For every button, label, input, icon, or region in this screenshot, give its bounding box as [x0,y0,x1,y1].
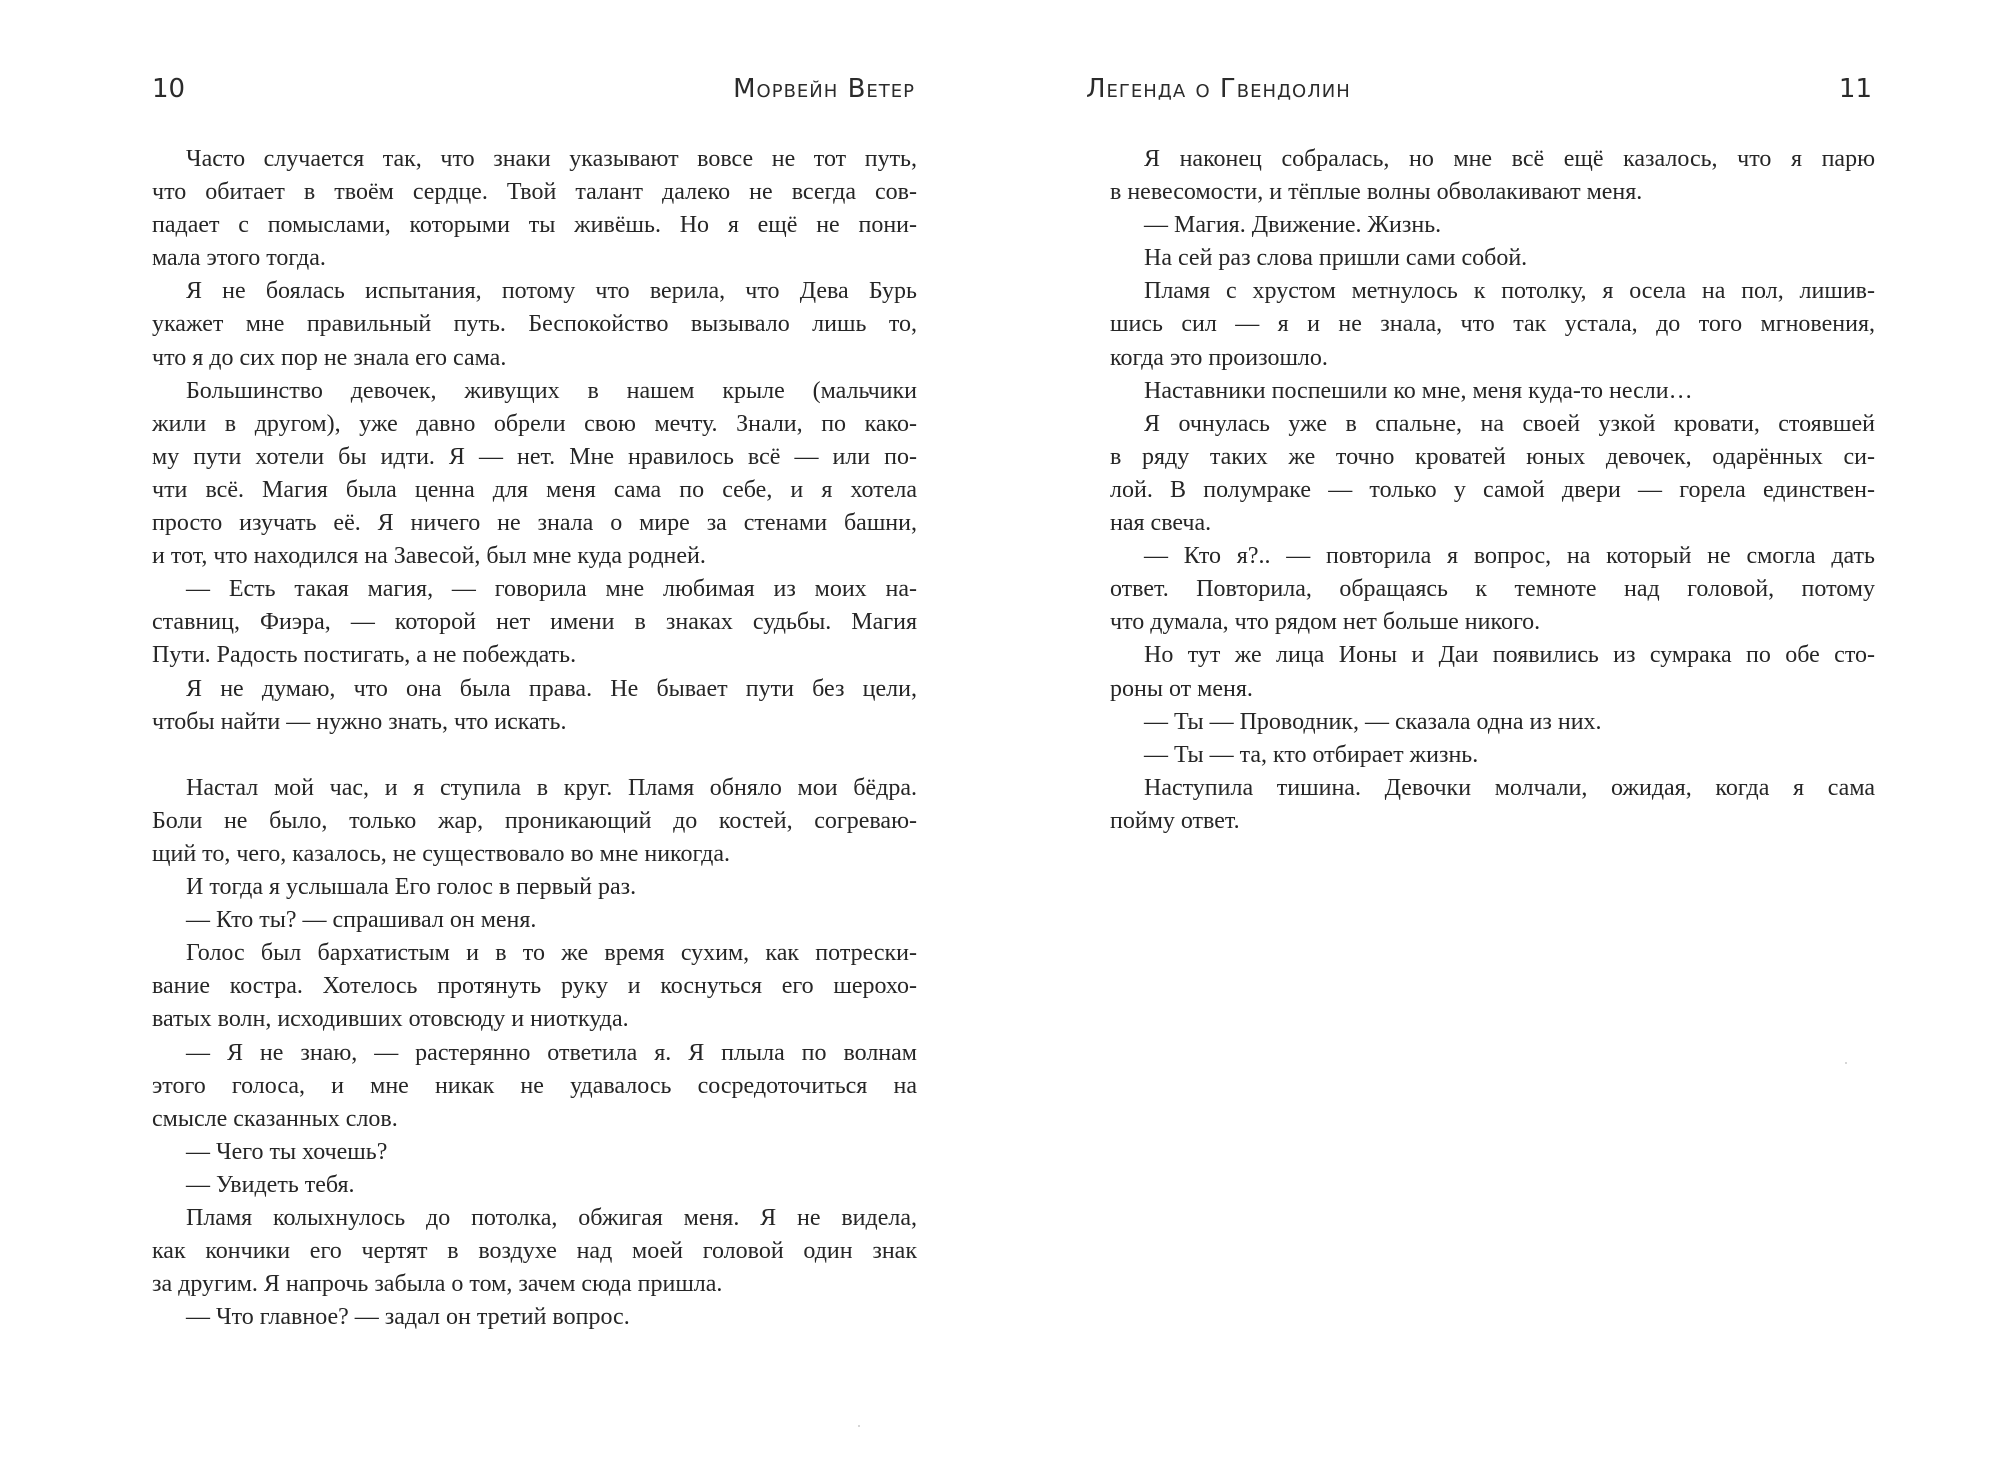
text-line: Большинство девочек, живущих в нашем крыле (мальчики [186,377,917,404]
text-line: щий то, чего, казалось, не существовало во мне никогда. [152,840,730,867]
text-line: — Кто ты? — спрашивал он меня. [186,907,537,934]
text-line: — Есть такая магия, — говорила мне любимая из моих на- [186,576,917,603]
text-line: и тот, что находился на Завесой, был мне куда родней. [152,543,706,570]
section-break [152,739,917,772]
left-running-head: Морвейн Ветер [733,74,915,104]
text-line: му пути хотели бы идти. Я — нет. Мне нравилось всё — или по- [152,443,917,470]
text-line: что думала, что рядом нет больше никого. [1110,609,1541,636]
text-line: что обитает в твоём сердце. Твой талант далеко не всегда сов- [152,179,917,206]
right-page [1000,0,2000,1460]
text-line: На сей раз слова пришли сами собой. [1144,245,1528,272]
text-line: ответ. Повторила, обращаясь к темноте над головой, потому [1110,576,1875,603]
text-line: просто изучать её. Я ничего не знала о мире за стенами башни, [152,510,917,537]
text-line: — Магия. Движение. Жизнь. [1144,212,1442,239]
text-line: вание костра. Хотелось протянуть руку и коснуться его шерохо- [152,973,917,1000]
text-line: в невесомости, и тёплые волны обволакивают меня. [1110,179,1643,206]
text-line: Я не боялась испытания, потому что верила, что Дева Бурь [186,278,917,305]
text-line: Я не думаю, что она была права. Не бывает пути без цели, [186,675,917,702]
text-line: Настал мой час, и я ступила в круг. Пламя обняло мои бёдра. [186,774,917,801]
text-line: лой. В полумраке — только у самой двери — горела единствен- [1110,476,1875,503]
text-line: падает с помыслами, которыми ты живёшь. Но я ещё не пони- [152,212,917,239]
text-line: смысле сказанных слов. [152,1105,398,1132]
text-line: за другим. Я напрочь забыла о том, зачем сюда пришла. [152,1271,723,1298]
text-line: чтобы найти — нужно знать, что искать. [152,708,567,735]
left-body-text [152,143,917,1334]
scan-speck [858,1425,860,1427]
text-line: Наступила тишина. Девочки молчали, ожидая, когда я сама [1144,774,1875,801]
text-line: — Ты — та, кто отбирает жизнь. [1144,741,1479,768]
text-line: Голос был бархатистым и в то же время сухим, как потрески- [186,940,917,967]
text-line: что я до сих пор не знала его сама. [152,344,507,371]
right-page-number: 11 [1838,74,1872,104]
text-line: — Что главное? — задал он третий вопрос. [186,1304,630,1331]
right-running-head: Легенда о Гвендолин [1086,74,1351,104]
text-line: Часто случается так, что знаки указывают вовсе не тот путь, [186,146,917,172]
text-line: шись сил — я и не знала, что так устала, до того мгновения, [1110,311,1875,338]
text-line: — Чего ты хочешь? [186,1138,388,1165]
text-line: И тогда я услышала Его голос в первый раз. [186,874,637,901]
text-line: жили в другом), уже давно обрели свою мечту. Знали, по како- [152,410,917,437]
text-line: роны от меня. [1110,675,1253,702]
right-body-text [1110,143,1875,838]
scan-speck [1845,1062,1847,1064]
text-line: Пламя с хрустом метнулось к потолку, я осела на пол, лишив- [1144,278,1875,305]
text-line: — Ты — Проводник, — сказала одна из них. [1144,708,1602,735]
text-line: этого голоса, и мне никак не удавалось сосредоточиться на [152,1072,917,1099]
text-line: Боли не было, только жар, проникающий до костей, согреваю- [152,807,917,834]
text-line: ставниц, Фиэра, — которой нет имени в знаках судьбы. Магия [152,609,917,636]
text-line: — Увидеть тебя. [186,1171,355,1198]
text-line: Я наконец собралась, но мне всё ещё казалось, что я парю [1144,146,1875,172]
text-line: мала этого тогда. [152,245,326,272]
text-line: когда это произошло. [1110,344,1328,371]
text-line: в ряду таких же точно кроватей юных девочек, одарённых си- [1110,443,1875,470]
text-line: Но тут же лица Ионы и Даи появились из сумрака по обе сто- [1144,642,1875,669]
text-line: ватых волн, исходивших отовсюду и ниоткуда. [152,1006,629,1033]
text-line: ная свеча. [1110,510,1212,537]
text-line: — Я не знаю, — растерянно ответила я. Я плыла по волнам [186,1039,917,1066]
text-line: Наставники поспешили ко мне, меня куда-то несли… [1144,377,1693,404]
text-line: чти всё. Магия была ценна для меня сама по себе, и я хотела [152,476,917,503]
text-line: пойму ответ. [1110,807,1240,834]
left-page-number: 10 [152,74,186,104]
text-line: Пламя колыхнулось до потолка, обжигая меня. Я не видела, [186,1205,917,1231]
text-line: как кончики его чертят в воздухе над моей головой один знак [152,1238,917,1265]
text-line: Пути. Радость постигать, а не побеждать. [152,642,577,669]
text-line: Я очнулась уже в спальне, на своей узкой кровати, стоявшей [1144,410,1875,437]
text-line: — Кто я?.. — повторила я вопрос, на который не смогла дать [1144,543,1875,570]
text-line: укажет мне правильный путь. Беспокойство вызывало лишь то, [152,311,917,338]
